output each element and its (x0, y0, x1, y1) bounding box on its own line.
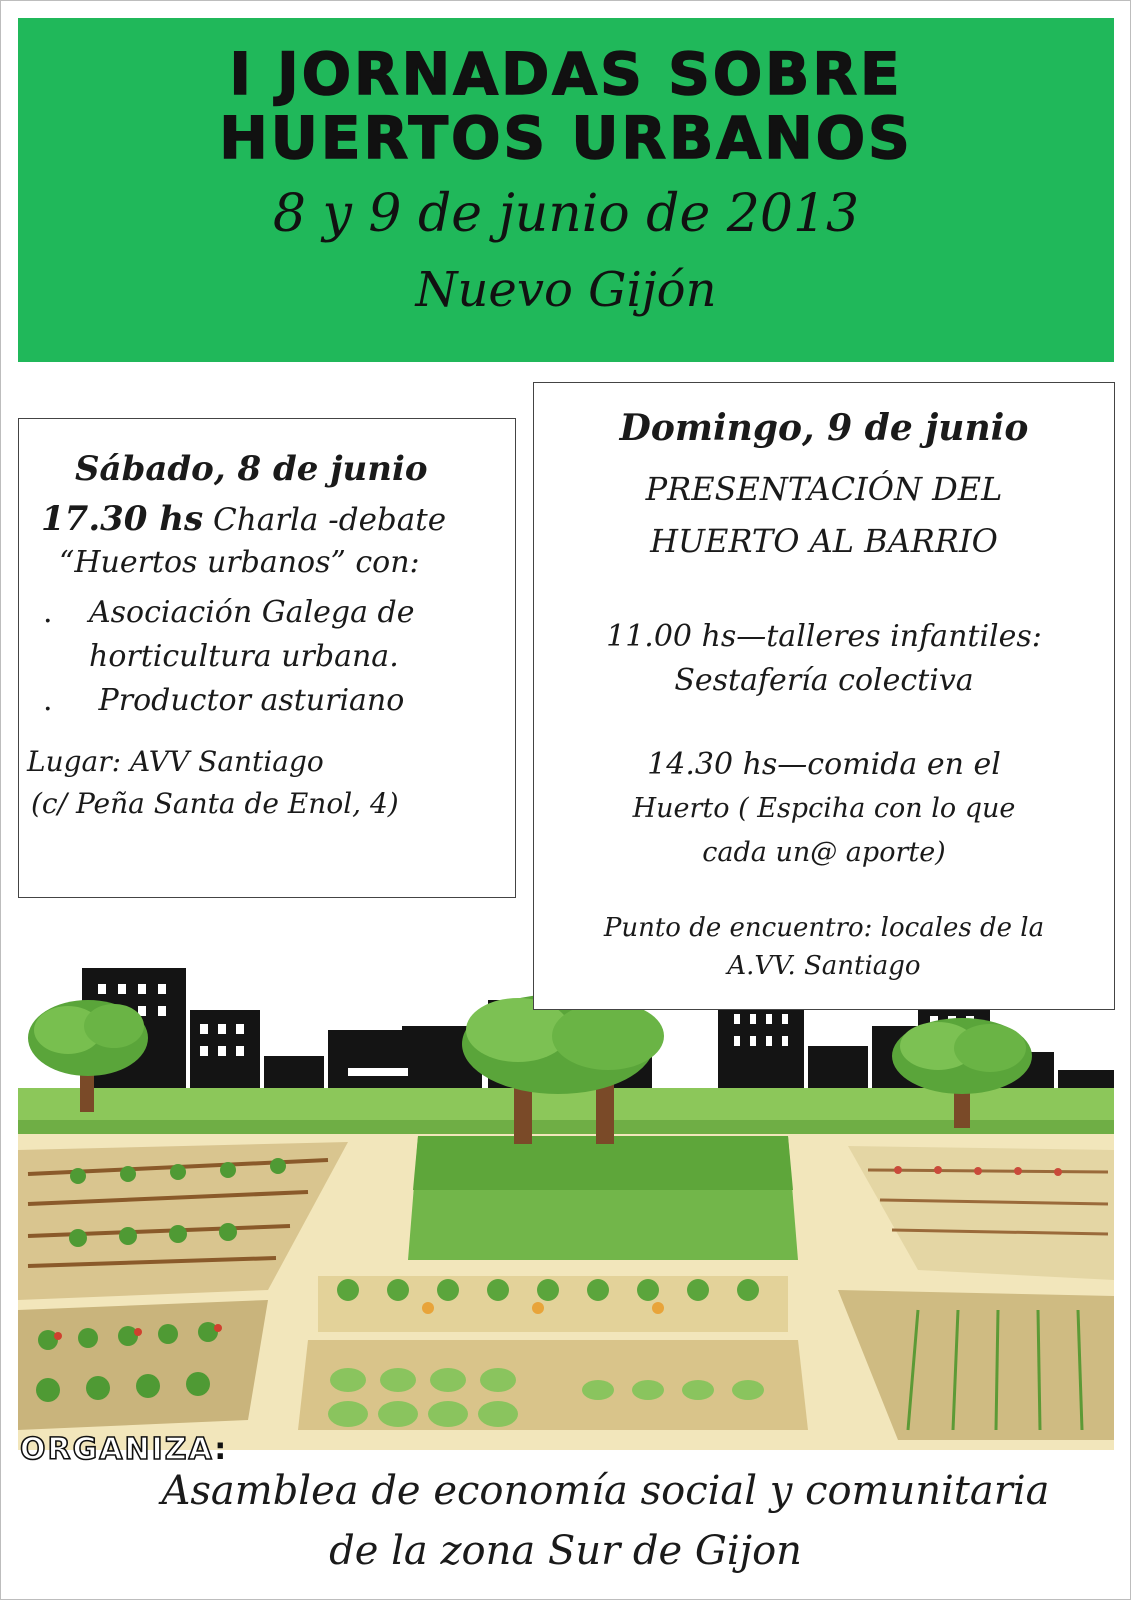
organiza-label (20, 1432, 228, 1467)
saturday-topic: “Huertos urbanos” con: (59, 545, 420, 580)
presentation-line1: PRESENTACIÓN DEL (645, 470, 1003, 508)
speaker-2: Productor asturiano (98, 683, 405, 718)
bullet: . (43, 683, 53, 718)
event-place: Nuevo Gijón (415, 262, 717, 318)
event-title-line2: HUERTOS URBANOS (219, 104, 913, 172)
activity1-line2: Sestafería colectiva (674, 663, 974, 698)
sunday-activity-2 (534, 743, 1114, 875)
saturday-time: 17.30 hs (41, 499, 204, 539)
saturday-address: (c/ Peña Santa de Enol, 4) (31, 787, 399, 820)
event-title-line1: I JORNADAS SOBRE (229, 40, 903, 108)
activity2-line2: Huerto ( Espciha con lo que (632, 793, 1016, 824)
event-date: 8 y 9 de junio de 2013 (272, 184, 860, 244)
organiza-colon: : (214, 1432, 229, 1467)
sunday-presentation (534, 463, 1114, 567)
speakers-list (43, 591, 415, 723)
saturday-activity: Charla -debate (213, 502, 447, 538)
saturday-day: Sábado, 8 de junio (75, 449, 428, 489)
meeting-line1: Punto de encuentro: locales de la (603, 913, 1045, 943)
activity2-line3: cada un@ aporte) (702, 837, 946, 868)
header-banner (18, 18, 1114, 362)
urban-garden-illustration (18, 960, 1114, 1450)
saturday-box (18, 418, 516, 898)
sunday-day: Domingo, 9 de junio (619, 407, 1029, 449)
sunday-meeting-point (534, 909, 1114, 985)
saturday-place-label: Lugar: AVV Santiago (27, 745, 324, 778)
sunday-activity-1 (534, 615, 1114, 703)
speaker-1-line1: Asociación Galega de (89, 595, 415, 630)
activity1-line1: 11.00 hs—talleres infantiles: (606, 619, 1042, 654)
speaker-1-line2: horticultura urbana. (89, 639, 399, 674)
bullet: . (43, 595, 53, 630)
saturday-time-row (41, 499, 446, 539)
list-item (43, 679, 415, 723)
organizer-line2: de la zona Sur de Gijon (329, 1528, 802, 1574)
presentation-line2: HUERTO AL BARRIO (650, 522, 998, 560)
list-item (43, 635, 415, 679)
meeting-line2: A.VV. Santiago (727, 951, 921, 981)
activity2-line1: 14.30 hs—comida en el (647, 747, 1001, 782)
sunday-box (533, 382, 1115, 1010)
list-item (43, 591, 415, 635)
organizer-line1: Asamblea de economía social y comunitaria (161, 1468, 1050, 1514)
organiza-text: ORGANIZA (20, 1432, 215, 1467)
